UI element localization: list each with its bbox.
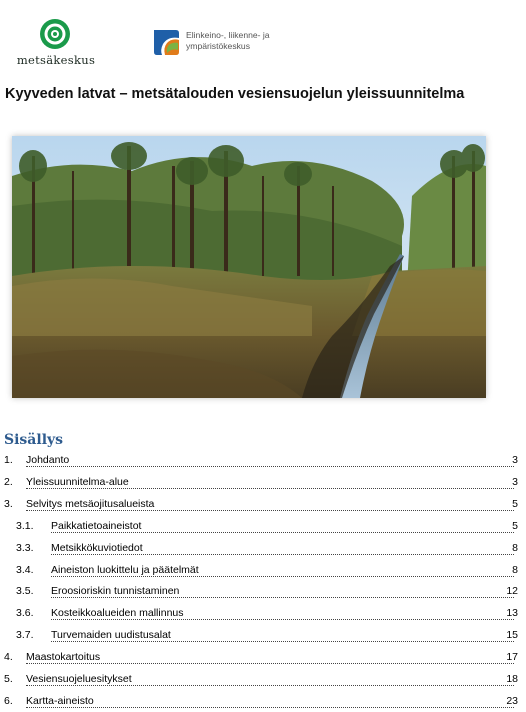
metsakeskus-logo [6,16,106,68]
ely-logo-line-2: ympäristökeskus [186,41,250,51]
toc-entry-title[interactable]: Aineiston luokittelu ja päätelmät [51,563,199,576]
toc-entry-page: 8 [512,541,518,554]
toc-entry-number: 6. [4,694,13,707]
toc-entry[interactable] [0,560,526,580]
toc-entry-number: 3.3. [16,541,34,554]
toc-entry-number: 2. [4,475,13,488]
toc-entry[interactable] [0,516,526,536]
cover-photo-image [12,136,486,398]
document-title: Kyyveden latvat – metsätalouden vesiensuojelun yleissuunnitelma [5,86,465,102]
toc-entry-page: 8 [512,563,518,576]
toc-entry[interactable] [0,647,526,667]
toc-entry-page: 15 [506,629,518,642]
toc-entry[interactable] [0,472,526,492]
toc-entry[interactable] [0,669,526,689]
toc-entry-title[interactable]: Selvitys metsäojitusalueista [26,497,155,510]
toc-entry-page: 12 [506,585,518,598]
toc-entry-title[interactable]: Kartta-aineisto [26,694,94,707]
toc-entry-title[interactable]: Turvemaiden uudistusalat [51,629,171,642]
toc-entry-number: 1. [4,454,13,466]
toc-entry-page: 18 [506,673,518,685]
toc-entry[interactable] [0,538,526,558]
toc-entry-number: 3.7. [16,629,34,642]
toc-entry[interactable] [0,494,526,514]
toc-entry[interactable] [0,450,526,470]
toc-entry-leader [26,695,514,708]
toc-entry-number: 3.1. [16,519,34,532]
toc-entry[interactable] [0,691,526,711]
ely-logo-text [186,30,270,52]
toc-entry-title[interactable]: Paikkatietoaineistot [51,519,142,532]
toc-entry-number: 5. [4,673,13,685]
toc-heading: Sisällys [4,432,64,448]
toc-entry-page: 3 [512,475,518,488]
toc-entry-page: 5 [512,519,518,532]
toc-entry-number: 3. [4,497,13,510]
toc-entry-page: 13 [506,607,518,620]
toc-entry-leader [26,454,514,467]
toc-entry-number: 3.4. [16,563,34,576]
toc-entry-title[interactable]: Eroosioriskin tunnistaminen [51,585,180,598]
toc-entry-title[interactable]: Maastokartoitus [26,651,101,664]
toc-entry[interactable] [0,625,526,645]
toc-entry-title[interactable]: Kosteikkoalueiden mallinnus [51,607,184,620]
toc-entry-page: 3 [512,454,518,466]
metsakeskus-logo-text: metsäkeskus [16,53,96,67]
ely-logo-line-1: Elinkeino-, liikenne- ja [186,30,270,40]
toc-entry-title[interactable]: Metsikkökuviotiedot [51,541,143,554]
toc-entry-page: 17 [506,651,518,664]
toc-entry-number: 3.5. [16,585,34,598]
toc-entry-number: 3.6. [16,607,34,620]
toc-entry[interactable] [0,603,526,623]
ely-logo [150,24,300,60]
ely-logo-icon [150,26,182,58]
toc-entry-page: 5 [512,497,518,510]
toc-entry-number: 4. [4,651,13,664]
toc-entry-title[interactable]: Yleissuunnitelma-alue [26,475,129,488]
toc-entry-title[interactable]: Vesiensuojeluesitykset [26,673,132,685]
toc-entry-title[interactable]: Johdanto [26,454,70,466]
cover-photo [12,136,486,398]
toc-entry[interactable] [0,581,526,601]
toc-entry-page: 23 [506,694,518,707]
metsakeskus-logo-icon [39,18,71,50]
